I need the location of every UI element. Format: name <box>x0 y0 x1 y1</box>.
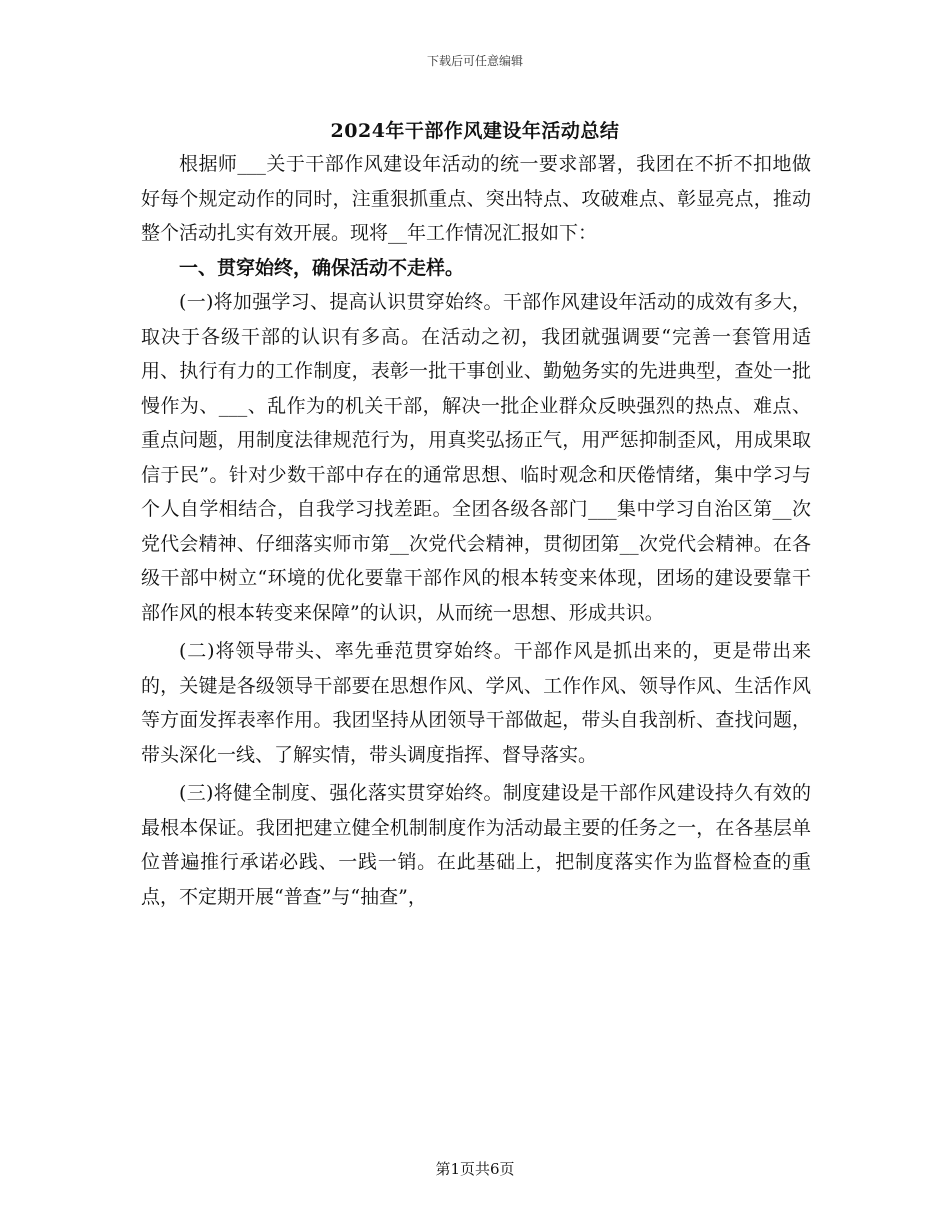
document-title: 2024年干部作风建设年活动总结 <box>330 120 620 142</box>
header-note: 下载后可任意编辑 <box>426 54 523 68</box>
paragraph-item-2: (二)将领导带头、率先垂范贯穿始终。干部作风是抓出来的，更是带出来的，关键是各级领导干部要在思想作风、学风、工作作风、领导作风、生活作风等方面发挥表率作用。我团坚持从团领导干部做起，带头自我剖析、查找问题，带头深化一线、了解实情，带头调度指挥、督导落实。 <box>141 640 811 766</box>
document-body <box>141 147 811 914</box>
paragraph-item-1: (一)将加强学习、提高认识贯穿始终。干部作风建设年活动的成效有多大，取决于各级干部的认识有多高。在活动之初，我团就强调要“完善一套管用适用、执行有力的工作制度，表彰一批干事创业、勤勉务实的先进典型，查处一批慢作为、___、乱作为的机关干部，解决一批企业群众反映强烈的热点、难点、重点问题，用制度法律规范行为，用真奖弘扬正气，用严惩抑制歪风，用成果取信于民”。针对少数干部中存在的通常思想、临时观念和厌倦情绪，集中学习与个人自学相结合，自我学习找差距。全团各级各部门___集中学习自治区第__次党代会精神、仔细落实师市第__次党代会精神，贯彻团第__次党代会精神。在各级干部中树立“环境的优化要靠干部作风的根本转变来体现，团场的建设要靠干部作风的根本转变来保障”的认识，从而统一思想、形成共识。 <box>141 291 811 624</box>
paragraph-item-3: (三)将健全制度、强化落实贯穿始终。制度建设是干部作风建设持久有效的最根本保证。我团把建立健全机制制度作为活动最主要的任务之一，在各基层单位普遍推行承诺必践、一践一销。在此基础上，把制度落实作为监督检查的重点，不定期开展“普查”与“抽查”， <box>141 782 811 908</box>
section-heading: 一、贯穿始终，确保活动不走样。 <box>179 256 465 279</box>
page-footer: 第1页共6页 <box>435 1160 515 1178</box>
intro-paragraph: 根据师___关于干部作风建设年活动的统一要求部署，我团在不折不扣地做好每个规定动作的同时，注重狠抓重点、突出特点、攻破难点、彰显亮点，推动整个活动扎实有效开展。现将__年工作情况汇报如下： <box>141 153 811 244</box>
